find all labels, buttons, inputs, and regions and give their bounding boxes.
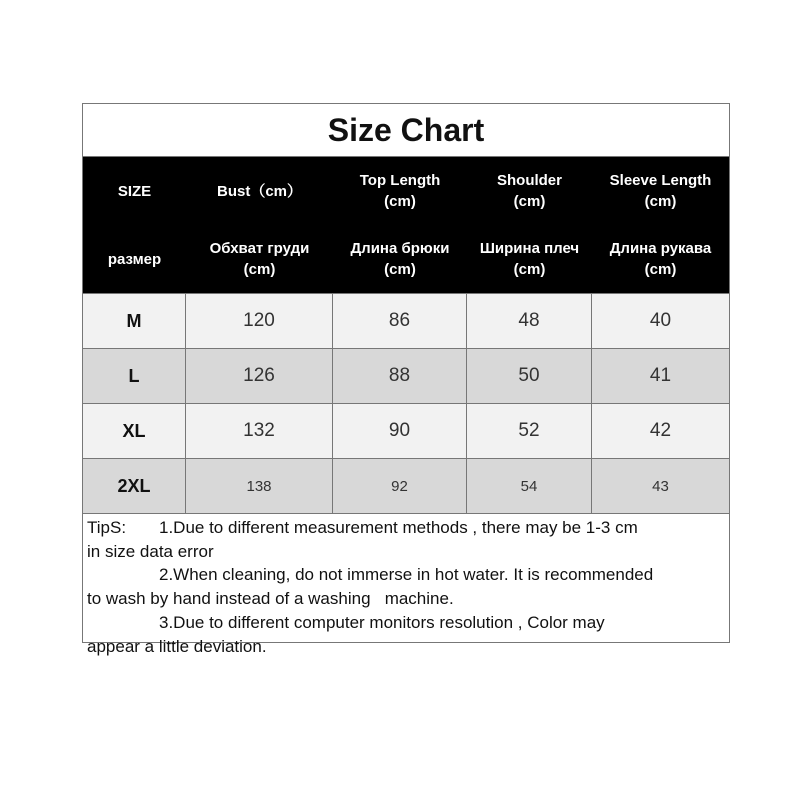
- sleeve-length-cell: 42: [592, 404, 729, 458]
- tip-3: [87, 611, 725, 635]
- shoulder-cell: 50: [467, 349, 592, 403]
- table-row: [83, 404, 729, 459]
- size-cell: 2XL: [83, 459, 186, 513]
- bust-cell: 120: [186, 294, 333, 348]
- header-top-length-ru: Длина брюки (cm): [350, 240, 450, 278]
- bust-cell: 138: [186, 459, 333, 513]
- tip-1-line-2: in size data error: [87, 541, 214, 561]
- shoulder-cell: 48: [467, 294, 592, 348]
- header-shoulder-en: Shoulder (cm): [496, 172, 562, 210]
- size-cell: M: [83, 294, 186, 348]
- size-cell: XL: [83, 404, 186, 458]
- top-length-cell: 92: [333, 459, 467, 513]
- header-bust-en: Bust（cm）: [216, 182, 302, 200]
- header-top-length-en: Top Length (cm): [359, 172, 441, 210]
- shoulder-cell: 54: [467, 459, 592, 513]
- tips-label: TipS:: [87, 518, 127, 537]
- table-row: [83, 459, 729, 514]
- tip-2: [87, 563, 725, 587]
- tip-1: [87, 516, 725, 540]
- sleeve-length-cell: 43: [592, 459, 729, 513]
- sleeve-length-cell: 41: [592, 349, 729, 403]
- tip-2-line-1: 2.When cleaning, do not immerse in hot water. It is recommended: [159, 565, 654, 585]
- table-row: [83, 293, 729, 349]
- frame-edge-mark: [729, 103, 730, 111]
- header-size-en: SIZE: [117, 182, 152, 200]
- tip-1-line-1: 1.Due to different measurement methods , there may be 1-3 cm: [159, 518, 638, 537]
- bust-cell: 126: [186, 349, 333, 403]
- shoulder-cell: 52: [467, 404, 592, 458]
- top-length-cell: 90: [333, 404, 467, 458]
- header-sleeve-length-ru: Длина рукава (cm): [609, 240, 712, 278]
- top-length-cell: 86: [333, 294, 467, 348]
- size-cell: L: [83, 349, 186, 403]
- chart-title: Size Chart: [83, 104, 729, 157]
- header-shoulder-ru: Ширина плеч (cm): [479, 240, 580, 278]
- header-sleeve-length-en: Sleeve Length (cm): [609, 172, 712, 210]
- tip-3-line-1: 3.Due to different computer monitors resolution , Color may: [159, 612, 605, 632]
- header-bust-ru: Обхват груди (cm): [209, 240, 310, 278]
- size-chart-table: [82, 103, 730, 656]
- tip-3-line-2: appear a little deviation.: [87, 636, 267, 656]
- table-row: [83, 349, 729, 404]
- bust-cell: 132: [186, 404, 333, 458]
- tips-section: [83, 514, 729, 658]
- sleeve-length-cell: 40: [592, 294, 729, 348]
- top-length-cell: 88: [333, 349, 467, 403]
- table-header: [83, 157, 729, 293]
- tip-2-line-2: to wash by hand instead of a washing machine.: [87, 589, 454, 609]
- header-size-ru: размер: [107, 250, 162, 268]
